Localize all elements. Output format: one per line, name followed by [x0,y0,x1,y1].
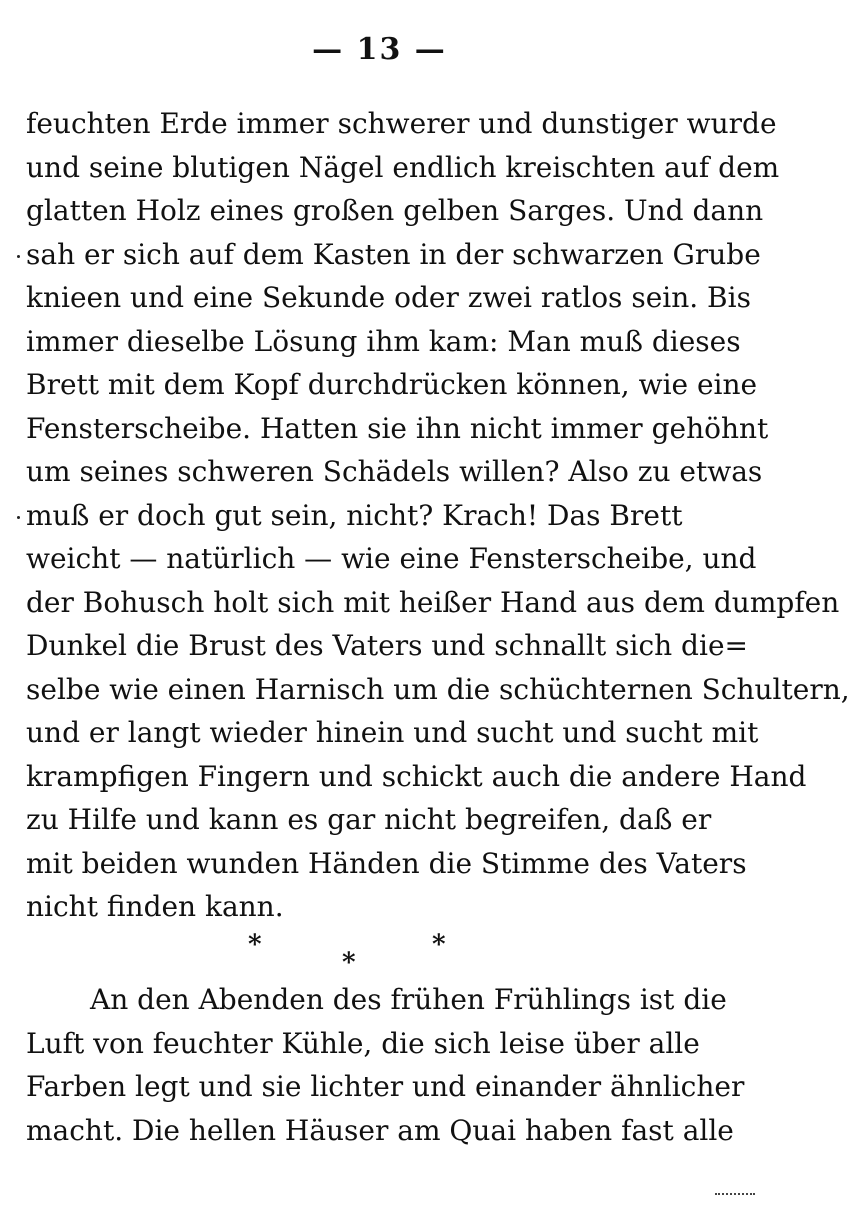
text-line: weicht — natürlich — wie eine Fensterscheibe, und [26,542,757,575]
text-line: immer dieselbe Lösung ihm kam: Man muß dieses [26,324,741,358]
text-line: mit beiden wunden Händen die Stimme des Vaters [26,846,747,880]
text-line: Brett mit dem Kopf durchdrücken können, wie eine [26,368,758,401]
text-line: glatten Holz eines großen gelben Sarges. Und dann [26,194,764,227]
text-line: feuchten Erde immer schwerer und dunstiger wurde [26,107,777,140]
separator-star: * [432,930,446,960]
text-line: sah er sich auf dem Kasten in der schwarzen Grube [26,237,761,271]
text-line: knieen und eine Sekunde oder zwei ratlos sein. Bis [26,281,751,314]
text-line: und seine blutigen Nägel endlich kreischten auf dem [26,150,780,184]
text-line: An den Abenden des frühen Frühlings ist die [90,983,727,1016]
text-line: um seines schweren Schädels willen? Also zu etwas [26,455,763,488]
margin-dot [17,516,20,519]
page-number: — 13 — [312,32,447,67]
text-line: Farben legt und sie lichter und einander ähnlicher [26,1070,745,1103]
text-line: der Bohusch holt sich mit heißer Hand aus dem dumpfen [26,585,840,619]
text-line: Dunkel die Brust des Vaters und schnallt sich die= [26,629,748,662]
text-line: und er langt wieder hinein und sucht und sucht mit [26,716,759,749]
text-line: Luft von feuchter Kühle, die sich leise über alle [26,1026,700,1060]
text-line: muß er doch gut sein, nicht? Krach! Das Brett [26,498,683,532]
text-line: nicht finden kann. [26,890,284,923]
text-line: Fensterscheibe. Hatten sie ihn nicht immer gehöhnt [26,411,769,445]
text-line: macht. Die hellen Häuser am Quai haben fast alle [26,1113,734,1147]
text-line: zu Hilfe und kann es gar nicht begreifen, daß er [26,803,712,836]
separator-star: * [342,948,356,978]
text-line: krampfigen Fingern und schickt auch die andere Hand [26,759,807,793]
text-line: selbe wie einen Harnisch um die schüchternen Schultern, [26,672,850,706]
paragraph-2 [26,978,745,1152]
margin-dot [17,255,20,258]
scan-artifact [715,1193,755,1195]
separator-star: * [248,930,262,960]
paragraph-1 [26,102,850,929]
